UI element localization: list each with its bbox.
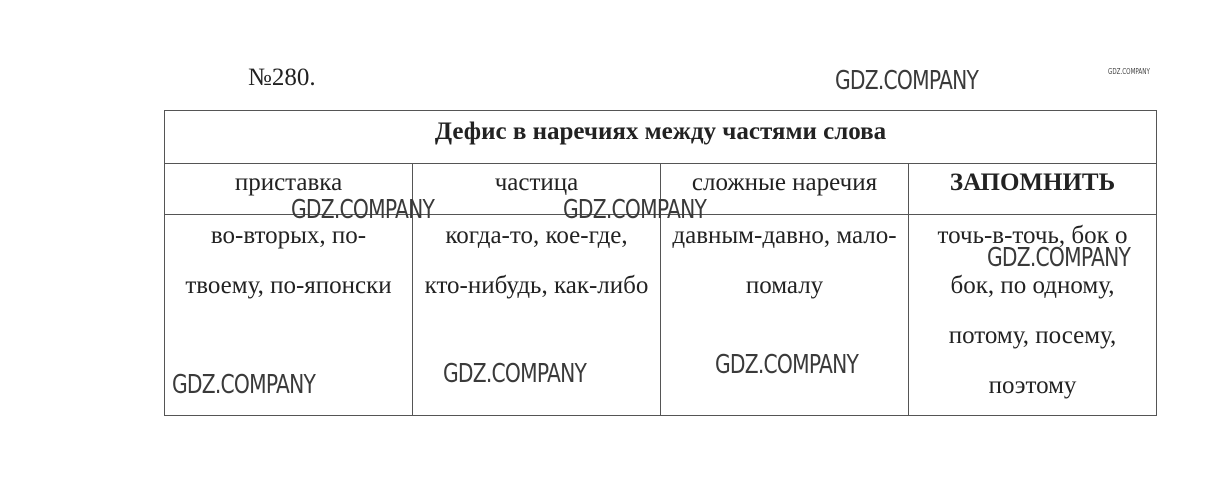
cell-remember-examples: [909, 215, 1157, 416]
cell-particle-examples: [413, 215, 661, 416]
cell-text: когда-то, кое-где, кто-нибудь, как-либо: [424, 222, 649, 299]
watermark: GDZ.COMPANY: [291, 195, 435, 225]
watermark: GDZ.COMPANY: [563, 195, 707, 225]
cell-text: давным-давно, мало-помалу: [672, 222, 897, 299]
watermark: GDZ.COMPANY: [172, 370, 316, 400]
watermark: GDZ.COMPANY: [715, 350, 859, 380]
header-particle: частица: [413, 164, 661, 215]
cell-text: во-вторых, по-твоему, по-японски: [185, 222, 392, 299]
adverb-hyphen-table: [164, 110, 1157, 416]
exercise-number: №280.: [248, 64, 316, 91]
cell-text: точь-в-точь, бок о бок, по одному, потому, посему, поэтому: [937, 222, 1128, 399]
watermark: GDZ.COMPANY: [443, 359, 587, 389]
watermark-small: GDZ.COMPANY: [1108, 67, 1150, 76]
table-title: Дефис в наречиях между частями слова: [165, 111, 1157, 164]
header-compound-adverbs: сложные наречия: [661, 164, 909, 215]
cell-compound-examples: [661, 215, 909, 416]
cell-prefix-examples: [165, 215, 413, 416]
header-prefix: приставка: [165, 164, 413, 215]
watermark-top: GDZ.COMPANY: [835, 66, 979, 96]
header-remember: ЗАПОМНИТЬ: [909, 164, 1157, 215]
watermark: GDZ.COMPANY: [987, 243, 1131, 273]
